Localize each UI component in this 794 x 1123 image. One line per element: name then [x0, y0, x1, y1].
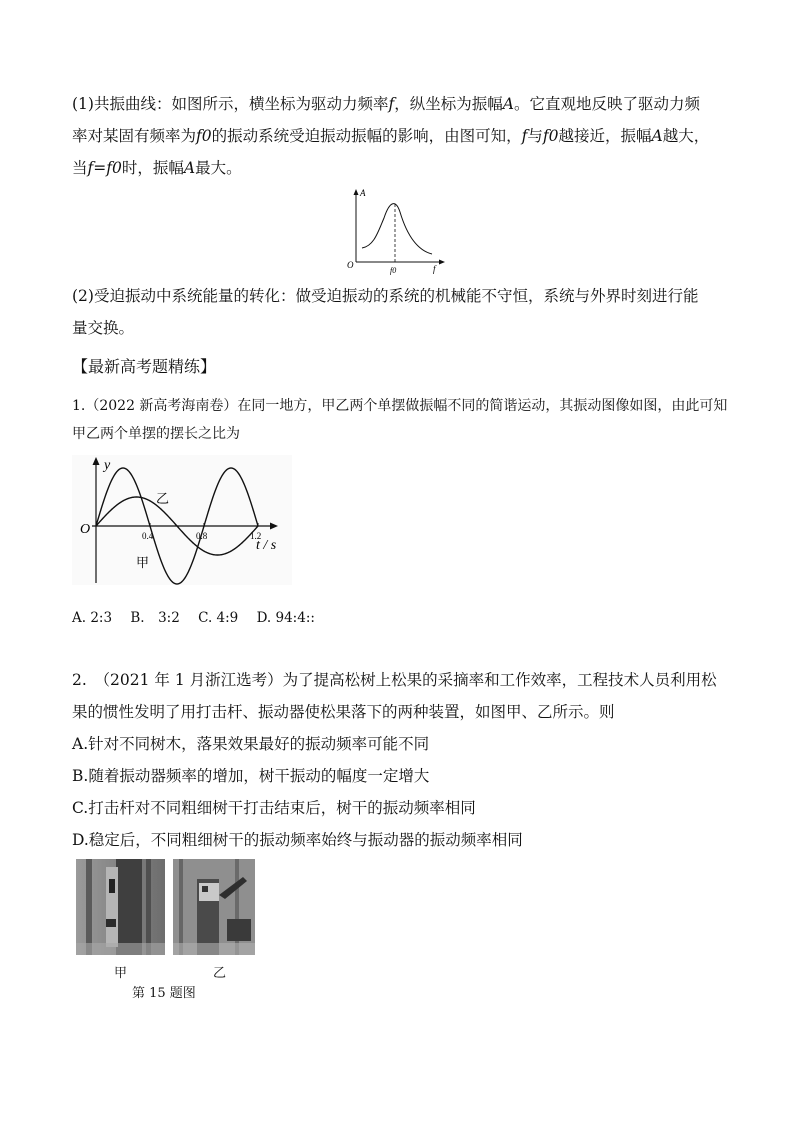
option-a[interactable]: A.针对不同树木，落果效果最好的振动频率可能不同: [72, 735, 430, 753]
question-1-choices: [72, 606, 329, 626]
var-A: A: [502, 95, 514, 113]
text-fragment: 越大，: [662, 127, 710, 145]
text-line: 甲乙两个单摆的摆长之比为: [72, 426, 240, 442]
var-A: A: [183, 159, 196, 177]
curve-label-yi: 乙: [156, 492, 170, 507]
energy-paragraph: [72, 280, 732, 344]
question-1-graph-box: [72, 455, 292, 585]
choice-b[interactable]: B. 3:2: [130, 610, 180, 626]
text-fragment: 的振动系统受迫振动振幅的影响，由图可知，: [211, 127, 522, 145]
resonance-paragraph: [72, 88, 732, 184]
var-A: A: [651, 127, 663, 145]
text-fragment: 与: [527, 127, 543, 145]
option-d[interactable]: D.稳定后，不同粗细树干的振动频率始终与振动器的振动频率相同: [72, 831, 523, 849]
text-fragment: 率对某固有频率为: [72, 127, 197, 145]
vibration-graph: [72, 455, 292, 585]
text-fragment: (1)共振曲线：如图所示，横坐标为驱动力频率: [72, 95, 389, 113]
text-fragment: 当: [72, 159, 88, 177]
resonance-curve: [362, 204, 432, 254]
photo-yi: [173, 859, 255, 955]
question-2: [72, 664, 732, 856]
option-c[interactable]: C.打击杆对不同粗细树干打击结束后，树干的振动频率相同: [72, 799, 476, 817]
text-line: 1.（2022 新高考海南卷）在同一地方，甲乙两个单摆做振幅不同的简谐运动，其振动图像如图，由此可知: [72, 398, 728, 414]
resonance-curve-diagram: [340, 186, 450, 276]
axis-label-t: t / s: [256, 538, 277, 553]
var-f: f: [388, 95, 395, 113]
x-tick-label: 0.4: [142, 531, 154, 541]
x-axis-arrow: [270, 523, 278, 530]
choice-a[interactable]: A. 2:3: [72, 610, 113, 626]
photo-yi-image: [173, 859, 255, 955]
axis-label-f: f: [433, 264, 436, 274]
option-b[interactable]: B.随着振动器频率的增加，树干振动的幅度一定增大: [72, 767, 430, 785]
var-f: f: [521, 127, 528, 145]
var-f0: f0: [542, 127, 559, 145]
choice-c[interactable]: C. 4:9: [198, 610, 239, 626]
text-line: 2. （2021 年 1 月浙江选考）为了提高松树上松果的采摘率和工作效率，工程技术人员利用松: [72, 671, 717, 689]
photo-label-jia: 甲: [114, 966, 128, 981]
text-fragment: 越接近，振幅: [558, 127, 652, 145]
text-fragment: 最大。: [195, 159, 242, 177]
origin-label: O: [80, 522, 91, 537]
text-fragment: 。它直观地反映了驱动力频: [513, 95, 700, 113]
x-tick-label: 1.2: [250, 531, 262, 541]
choice-d[interactable]: D. 94:4::: [256, 610, 315, 626]
photo-jia: [76, 859, 165, 955]
text-line: (2)受迫振动中系统能量的转化：做受迫振动的系统的机械能不守恒，系统与外界时刻进行能: [72, 287, 699, 305]
text-fragment: 时，振幅: [121, 159, 184, 177]
equation-f-eq-f0: f=f0: [87, 159, 122, 177]
text-line: 量交换。: [72, 319, 135, 337]
photo-jia-image: [76, 859, 165, 955]
text-fragment: ，纵坐标为振幅: [394, 95, 503, 113]
x-axis-arrow: [439, 260, 445, 265]
x-tick-label: 0.8: [196, 531, 208, 541]
question-1-stem: [72, 392, 732, 448]
section-heading: 【最新高考题精练】: [72, 357, 217, 376]
axis-label-A: A: [360, 188, 366, 198]
y-axis-arrow: [93, 457, 100, 465]
peak-label-f0: f0: [390, 266, 397, 275]
axis-label-y: y: [104, 458, 111, 473]
curve-label-jia: 甲: [136, 556, 150, 571]
figure-caption: 第 15 题图: [132, 986, 196, 1001]
y-axis-arrow: [354, 189, 359, 195]
photo-label-yi: 乙: [213, 966, 227, 981]
origin-label: O: [347, 260, 354, 270]
text-line: 果的惯性发明了用打击杆、振动器使松果落下的两种装置，如图甲、乙所示。则: [72, 703, 615, 721]
var-f0: f0: [196, 127, 212, 145]
